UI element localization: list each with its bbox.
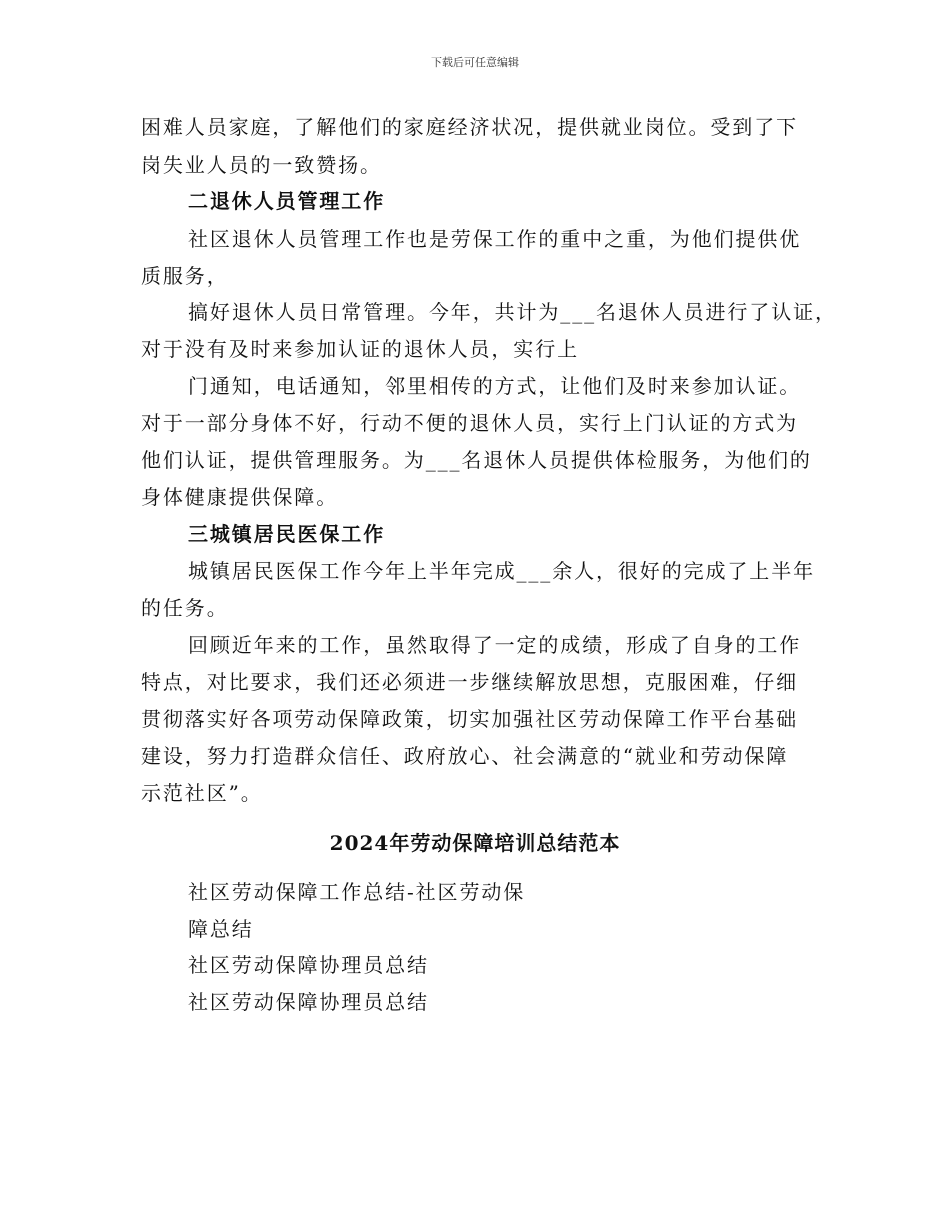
body-text-line: 的任务。 bbox=[141, 596, 229, 620]
body-text-line: 建设，努力打造群众信任、政府放心、社会满意的“就业和劳动保障 bbox=[141, 744, 789, 768]
body-text-line: 回顾近年来的工作，虽然取得了一定的成绩，形成了自身的工作 bbox=[188, 633, 802, 657]
body-text-line: 城镇居民医保工作今年上半年完成___余人，很好的完成了上半年 bbox=[188, 559, 815, 583]
body-text-line: 示范社区”。 bbox=[141, 781, 263, 805]
body-text-line: 困难人员家庭，了解他们的家庭经济状况，提供就业岗位。受到了下 bbox=[141, 115, 798, 139]
body-text-line: 对于没有及时来参加认证的退休人员，实行上 bbox=[141, 337, 579, 361]
section-heading-medical-insurance: 三城镇居民医保工作 bbox=[188, 522, 386, 546]
body-text-line: 岗失业人员的一致赞扬。 bbox=[141, 153, 382, 177]
body-text-line: 门通知，电话通知，邻里相传的方式，让他们及时来参加认证。 bbox=[188, 374, 802, 398]
header-note: 下载后可任意编辑 bbox=[431, 56, 519, 69]
body-text-line: 他们认证，提供管理服务。为___名退休人员提供体检服务，为他们的 bbox=[141, 448, 812, 472]
toc-item: 社区劳动保障协理员总结 bbox=[188, 953, 429, 977]
toc-item: 社区劳动保障工作总结-社区劳动保 bbox=[188, 880, 526, 904]
body-text-line: 特点，对比要求，我们还必须进一步继续解放思想，克服困难，仔细 bbox=[141, 670, 798, 694]
body-text-line: 贯彻落实好各项劳动保障政策，切实加强社区劳动保障工作平台基础 bbox=[141, 707, 798, 731]
section-heading-retirees: 二退休人员管理工作 bbox=[188, 189, 386, 213]
body-text-line: 身体健康提供保障。 bbox=[141, 485, 339, 509]
body-text-line: 搞好退休人员日常管理。今年，共计为___名退休人员进行了认证， bbox=[188, 300, 837, 324]
toc-item: 障总结 bbox=[188, 917, 254, 941]
body-text-line: 对于一部分身体不好，行动不便的退休人员，实行上门认证的方式为 bbox=[141, 411, 798, 435]
toc-item: 社区劳动保障协理员总结 bbox=[188, 990, 429, 1014]
document-section-title: 2024年劳动保障培训总结范本 bbox=[329, 831, 621, 855]
body-text-line: 质服务， bbox=[141, 264, 229, 288]
body-text-line: 社区退休人员管理工作也是劳保工作的重中之重，为他们提供优 bbox=[188, 227, 802, 251]
